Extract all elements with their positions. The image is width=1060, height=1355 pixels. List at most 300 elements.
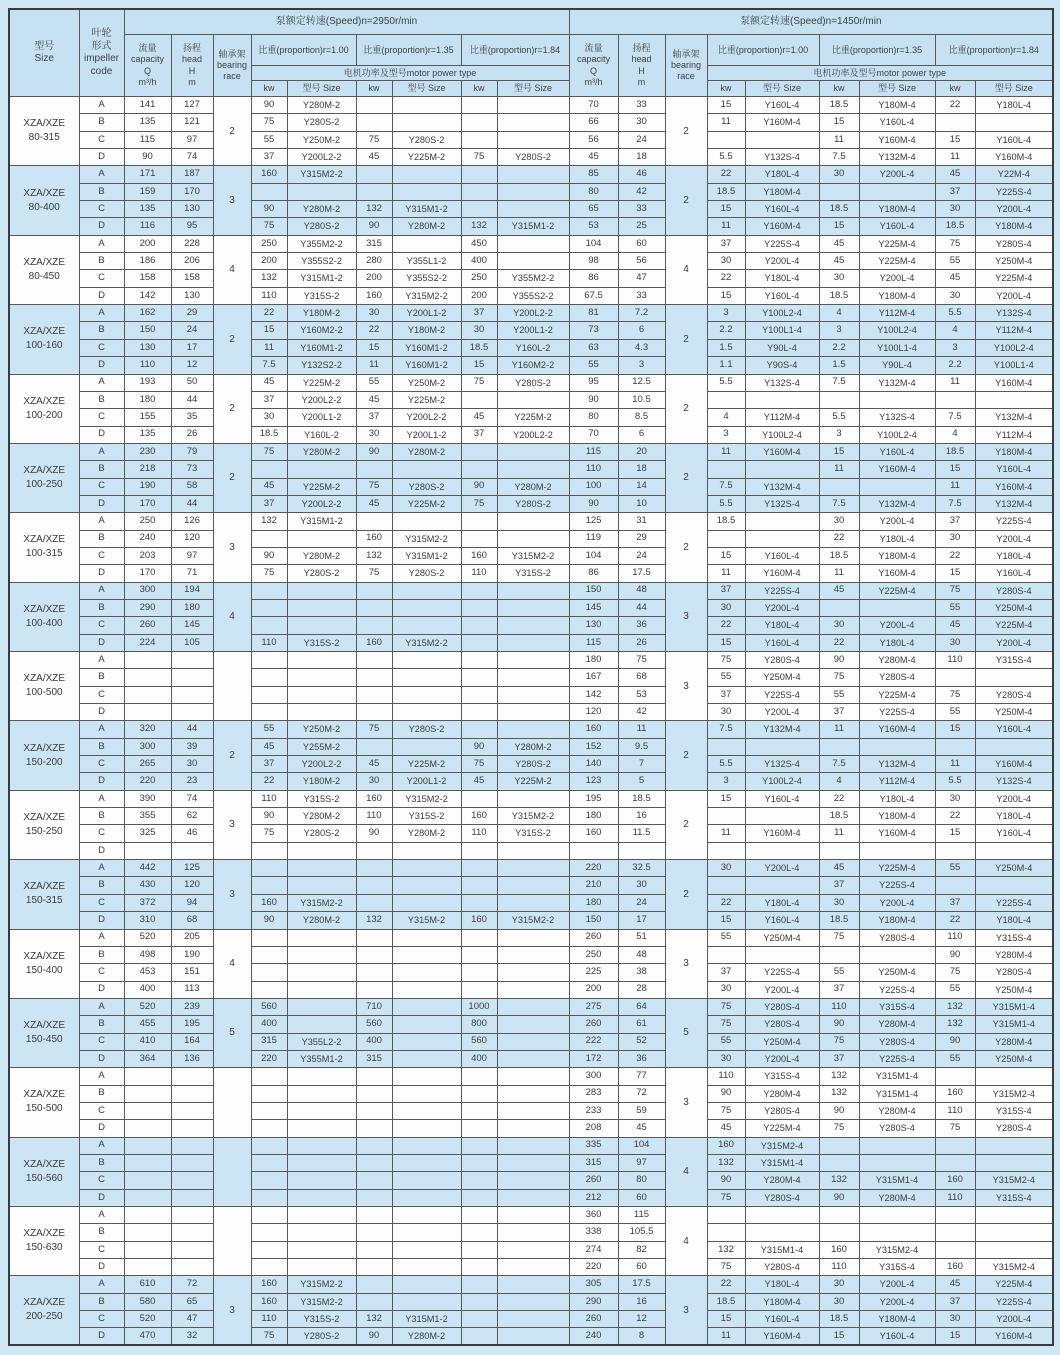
motor-model-value (392, 877, 461, 894)
head-value-1450: 64 (618, 998, 665, 1015)
impeller-code-cell: A (79, 721, 124, 738)
motor-model-value: Y355M2-2 (497, 270, 569, 287)
motor-kw-value (356, 599, 392, 616)
spec-row (9, 1276, 1053, 1293)
capacity-value-2950: 170 (124, 495, 171, 512)
motor-kw-value: 7.5 (935, 409, 975, 426)
motor-model-value (975, 1207, 1053, 1224)
motor-model-value (287, 998, 356, 1015)
motor-model-value: Y315S-4 (975, 929, 1053, 946)
motor-kw-value: 37 (935, 513, 975, 530)
motor-model-value: Y225S-4 (745, 964, 819, 981)
motor-kw-value: 160 (251, 894, 287, 911)
motor-model-value (975, 738, 1053, 755)
capacity-value-1450: 120 (569, 704, 618, 721)
motor-kw-value (356, 1172, 392, 1189)
motor-model-value: Y160L-4 (975, 825, 1053, 842)
motor-kw-value: 11 (819, 461, 859, 478)
capacity-value-1450: 208 (569, 1120, 618, 1137)
motor-kw-value (819, 1154, 859, 1171)
capacity-value-1450: 115 (569, 634, 618, 651)
pump-model: 80-400 (28, 201, 60, 213)
motor-kw-value: 90 (819, 1189, 859, 1206)
motor-kw-value: 11 (819, 565, 859, 582)
motor-model-value (497, 97, 569, 114)
motor-kw-value: 220 (251, 1050, 287, 1067)
head-value-1450: 24 (618, 547, 665, 564)
spec-row (9, 790, 1053, 807)
motor-model-value: Y160M-4 (745, 218, 819, 235)
motor-model-value (497, 1241, 569, 1258)
spec-row (9, 582, 1053, 599)
motor-kw-value (935, 1224, 975, 1241)
motor-kw-value (707, 738, 745, 755)
motor-model-value: Y225M-2 (392, 495, 461, 512)
motor-kw-value: 37 (707, 582, 745, 599)
motor-model-value: Y200L-4 (859, 1276, 935, 1293)
motor-kw-value: 2.2 (707, 322, 745, 339)
motor-model-value (497, 652, 569, 669)
motor-model-value (745, 530, 819, 547)
motor-kw-value: 30 (461, 322, 497, 339)
head-value-1450: 105.5 (618, 1224, 665, 1241)
capacity-value-2950: 250 (124, 513, 171, 530)
motor-kw-value: 30 (356, 426, 392, 443)
motor-kw-value: 30 (819, 1276, 859, 1293)
motor-model-value (392, 1154, 461, 1171)
pump-model-label (9, 235, 79, 304)
bearing-race-1450: 2 (665, 860, 707, 929)
motor-model-value (392, 1050, 461, 1067)
head-value-2950: 190 (171, 946, 213, 963)
impeller-code-cell: C (79, 339, 124, 356)
pump-model: 100-200 (25, 409, 63, 421)
head-value-2950 (171, 1224, 213, 1241)
motor-model-value: Y112M-4 (975, 322, 1053, 339)
motor-model-value: Y160M-4 (975, 374, 1053, 391)
motor-model-value: Y200L-4 (859, 270, 935, 287)
capacity-value-1450: 90 (569, 495, 618, 512)
motor-kw-value: 800 (461, 1016, 497, 1033)
motor-kw-value: 7.5 (819, 495, 859, 512)
motor-model-col-header: 型号 Size (975, 81, 1053, 97)
head-value-1450: 29 (618, 530, 665, 547)
motor-model-value: Y112M-4 (745, 409, 819, 426)
pump-series: XZA/XZE (23, 742, 66, 754)
motor-kw-value: 90 (356, 218, 392, 235)
motor-kw-value: 1.5 (819, 357, 859, 374)
motor-model-value (392, 1120, 461, 1137)
motor-model-value (497, 790, 569, 807)
impeller-code-cell: D (79, 1189, 124, 1206)
head-value-1450: 82 (618, 1241, 665, 1258)
motor-kw-value: 18.5 (819, 201, 859, 218)
motor-kw-value (707, 1207, 745, 1224)
motor-kw-value (935, 1154, 975, 1171)
capacity-value-1450: 210 (569, 877, 618, 894)
motor-kw-value: 132 (935, 998, 975, 1015)
bearing-race-2950: 3 (213, 166, 251, 235)
impeller-code-cell: B (79, 1293, 124, 1310)
bearing-race-1450: 2 (665, 790, 707, 859)
motor-kw-value (935, 738, 975, 755)
bearing-label-line: race (677, 71, 695, 82)
motor-kw-value: 90 (935, 946, 975, 963)
motor-model-value (497, 964, 569, 981)
motor-kw-value: 30 (819, 1293, 859, 1310)
head-value-1450: 28 (618, 981, 665, 998)
motor-model-value: Y280S-4 (859, 1033, 935, 1050)
motor-kw-value (461, 183, 497, 200)
motor-model-value: Y280S-4 (745, 1016, 819, 1033)
motor-kw-value: 30 (707, 599, 745, 616)
motor-model-value (392, 704, 461, 721)
spec-row (9, 704, 1053, 721)
motor-kw-value (356, 513, 392, 530)
motor-kw-value: 1000 (461, 998, 497, 1015)
spec-row (9, 426, 1053, 443)
pump-model-label (9, 1276, 79, 1345)
head-value-1450: 18 (618, 149, 665, 166)
motor-kw-value: 75 (707, 1102, 745, 1119)
motor-kw-value: 37 (461, 305, 497, 322)
motor-kw-value (461, 704, 497, 721)
motor-model-value: Y250M-4 (975, 1050, 1053, 1067)
motor-model-col-header: 型号 Size (859, 81, 935, 97)
motor-kw-value: 15 (819, 114, 859, 131)
impeller-code-cell: D (79, 773, 124, 790)
motor-model-value: Y280M-4 (975, 946, 1053, 963)
impeller-code-cell: D (79, 565, 124, 582)
motor-kw-value: 11 (707, 825, 745, 842)
capacity-label-line: Q (143, 65, 151, 76)
motor-model-value: Y280S-2 (497, 374, 569, 391)
motor-model-value: Y280S-2 (392, 721, 461, 738)
motor-kw-value: 15 (707, 1311, 745, 1328)
kw-col-header: kw (935, 81, 975, 97)
spec-row (9, 1311, 1053, 1328)
motor-model-value (287, 599, 356, 616)
motor-kw-value (461, 114, 497, 131)
head-value-1450: 8.5 (618, 409, 665, 426)
motor-model-value (392, 513, 461, 530)
motor-kw-value: 90 (251, 808, 287, 825)
motor-model-value (497, 1068, 569, 1085)
motor-model-value: Y132S-4 (745, 495, 819, 512)
motor-kw-value: 55 (356, 374, 392, 391)
head-value-1450: 25 (618, 218, 665, 235)
bearing-race-2950 (213, 1207, 251, 1276)
motor-kw-value: 7.5 (819, 374, 859, 391)
motor-kw-value: 55 (707, 1033, 745, 1050)
pump-series: XZA/XZE (23, 187, 66, 199)
motor-kw-value (461, 1328, 497, 1345)
capacity-value-2950 (124, 1154, 171, 1171)
motor-model-value: Y160M-4 (859, 565, 935, 582)
capacity-value-1450: 80 (569, 183, 618, 200)
pump-series: XZA/XZE (23, 326, 66, 338)
motor-kw-value (356, 964, 392, 981)
spec-row (9, 634, 1053, 651)
capacity-value-2950: 430 (124, 877, 171, 894)
motor-model-value (745, 808, 819, 825)
spec-row (9, 877, 1053, 894)
motor-kw-value: 7.5 (935, 495, 975, 512)
motor-model-value: Y280S-4 (745, 1189, 819, 1206)
motor-kw-value: 400 (461, 1050, 497, 1067)
motor-model-value: Y315M1-2 (392, 547, 461, 564)
motor-kw-value: 200 (356, 270, 392, 287)
motor-model-value: Y160M2-2 (497, 357, 569, 374)
motor-kw-value: 37 (251, 495, 287, 512)
motor-kw-value (935, 391, 975, 408)
capacity-value-1450: 55 (569, 357, 618, 374)
motor-kw-value: 160 (461, 808, 497, 825)
motor-kw-value: 160 (935, 1085, 975, 1102)
capacity-value-1450: 172 (569, 1050, 618, 1067)
motor-model-value (392, 183, 461, 200)
motor-model-value (287, 1137, 356, 1154)
impeller-code-cell: A (79, 790, 124, 807)
head-value-2950: 228 (171, 235, 213, 252)
motor-kw-value: 90 (819, 652, 859, 669)
motor-kw-value: 75 (461, 149, 497, 166)
motor-kw-value: 18.5 (707, 183, 745, 200)
head-value-1450: 61 (618, 1016, 665, 1033)
spec-row (9, 1120, 1053, 1137)
head-value-1450: 60 (618, 1189, 665, 1206)
motor-model-value: Y280M-2 (497, 478, 569, 495)
motor-kw-value (251, 1102, 287, 1119)
motor-kw-value: 11 (707, 565, 745, 582)
spec-row (9, 1068, 1053, 1085)
pump-model: 80-450 (28, 270, 60, 282)
motor-kw-value (356, 686, 392, 703)
motor-model-value (392, 929, 461, 946)
motor-kw-value: 132 (461, 218, 497, 235)
head-value-1450: 18 (618, 461, 665, 478)
motor-model-value: Y315M1-4 (859, 1172, 935, 1189)
motor-kw-value: 11 (707, 114, 745, 131)
impeller-label-line: code (90, 65, 113, 77)
capacity-value-2950: 224 (124, 634, 171, 651)
capacity-value-1450: 130 (569, 617, 618, 634)
motor-kw-value (461, 1276, 497, 1293)
motor-model-value (392, 235, 461, 252)
motor-kw-value (356, 1224, 392, 1241)
capacity-value-1450: 274 (569, 1241, 618, 1258)
bearing-race-1450: 4 (665, 1137, 707, 1206)
motor-kw-value (819, 391, 859, 408)
motor-model-value: Y160M1-2 (287, 339, 356, 356)
motor-model-value (859, 738, 935, 755)
head-value-1450: 38 (618, 964, 665, 981)
spec-row (9, 166, 1053, 183)
capacity-value-2950: 135 (124, 114, 171, 131)
pump-model-label (9, 929, 79, 998)
motor-kw-value: 75 (819, 1120, 859, 1137)
motor-kw-value (356, 617, 392, 634)
impeller-code-cell: B (79, 391, 124, 408)
motor-kw-value (356, 1085, 392, 1102)
motor-kw-value: 560 (251, 998, 287, 1015)
motor-kw-value: 560 (356, 1016, 392, 1033)
motor-kw-value: 560 (461, 1033, 497, 1050)
pump-model-label (9, 513, 79, 582)
capacity-value-2950: 610 (124, 1276, 171, 1293)
pump-model: 150-400 (25, 964, 63, 976)
head-value-1450: 60 (618, 1259, 665, 1276)
impeller-code-cell: B (79, 1016, 124, 1033)
motor-model-value: Y160L-4 (745, 201, 819, 218)
motor-model-value: Y180L-4 (745, 617, 819, 634)
capacity-value-1450: 315 (569, 1154, 618, 1171)
capacity-value-2950 (124, 652, 171, 669)
motor-kw-value: 7.5 (819, 756, 859, 773)
motor-model-value (975, 842, 1053, 859)
motor-kw-value (461, 946, 497, 963)
motor-model-value: Y180M-2 (287, 305, 356, 322)
pump-model-label (9, 790, 79, 859)
motor-model-value: Y100L2-4 (975, 339, 1053, 356)
motor-model-value: Y160M-4 (975, 149, 1053, 166)
capacity-value-2950 (124, 1120, 171, 1137)
capacity-value-1450: 100 (569, 478, 618, 495)
motor-model-value: Y180L-4 (975, 97, 1053, 114)
capacity-value-1450: 260 (569, 1172, 618, 1189)
motor-kw-value: 160 (251, 1276, 287, 1293)
motor-model-value (497, 1276, 569, 1293)
spec-row (9, 97, 1053, 114)
motor-kw-value: 30 (935, 1311, 975, 1328)
bearing-race-1450: 2 (665, 721, 707, 790)
kw-col-header: kw (251, 81, 287, 97)
head-value-1450: 30 (618, 877, 665, 894)
head-value-2950 (171, 1241, 213, 1258)
motor-model-value: Y200L-4 (745, 704, 819, 721)
motor-model-value (392, 1085, 461, 1102)
impeller-code-cell: D (79, 981, 124, 998)
motor-kw-value: 37 (251, 756, 287, 773)
motor-kw-value: 22 (935, 547, 975, 564)
bearing-race-1450: 3 (665, 652, 707, 721)
motor-model-value: Y180L-4 (859, 790, 935, 807)
motor-model-value: Y315S-2 (497, 565, 569, 582)
motor-kw-value: 11 (707, 218, 745, 235)
impeller-code-cell: B (79, 1154, 124, 1171)
motor-model-value: Y160L-4 (745, 547, 819, 564)
motor-kw-value (251, 1189, 287, 1206)
head-value-2950: 120 (171, 877, 213, 894)
head-value-2950: 79 (171, 443, 213, 460)
impeller-code-cell: A (79, 860, 124, 877)
capacity-value-1450: 167 (569, 669, 618, 686)
capacity-value-1450: 160 (569, 825, 618, 842)
motor-kw-value: 75 (935, 1120, 975, 1137)
motor-kw-value (935, 1241, 975, 1258)
motor-kw-value: 55 (819, 686, 859, 703)
motor-kw-value (461, 1311, 497, 1328)
motor-model-value (392, 964, 461, 981)
motor-kw-value: 22 (251, 773, 287, 790)
head-value-2950 (171, 669, 213, 686)
motor-kw-value (356, 183, 392, 200)
motor-model-value: Y200L-4 (975, 790, 1053, 807)
motor-model-value (392, 842, 461, 859)
capacity-value-2950: 290 (124, 599, 171, 616)
speed-banner-1450: 泵额定转速(Speed)n=1450r/min (569, 9, 1053, 35)
motor-model-value (392, 97, 461, 114)
capacity-value-2950: 135 (124, 426, 171, 443)
head-value-1450: 46 (618, 166, 665, 183)
motor-kw-value: 30 (707, 860, 745, 877)
motor-kw-value: 90 (251, 912, 287, 929)
motor-kw-value: 15 (935, 721, 975, 738)
motor-kw-value: 5.5 (707, 756, 745, 773)
head-value-2950: 32 (171, 1328, 213, 1345)
motor-model-value: Y160L-4 (745, 634, 819, 651)
motor-kw-value (356, 1207, 392, 1224)
motor-kw-value (461, 721, 497, 738)
motor-model-value (497, 1154, 569, 1171)
bearing-race-2950: 2 (213, 721, 251, 790)
motor-model-value: Y280S-2 (497, 495, 569, 512)
motor-kw-value (707, 461, 745, 478)
motor-kw-value (251, 1120, 287, 1137)
motor-model-value (392, 599, 461, 616)
col-header-prop184-right: 比重(proportion)r=1.84 (935, 35, 1053, 66)
head-value-2950: 194 (171, 582, 213, 599)
motor-kw-value: 110 (935, 1189, 975, 1206)
pump-model: 150-250 (25, 825, 63, 837)
motor-model-value (497, 461, 569, 478)
capacity-value-2950 (124, 1102, 171, 1119)
spec-row (9, 287, 1053, 304)
motor-kw-value: 75 (935, 964, 975, 981)
motor-model-value: Y132M-4 (745, 721, 819, 738)
motor-model-value (497, 894, 569, 911)
head-value-1450: 68 (618, 669, 665, 686)
motor-model-value (497, 235, 569, 252)
spec-row (9, 339, 1053, 356)
motor-kw-value: 110 (461, 825, 497, 842)
motor-model-value (287, 1189, 356, 1206)
motor-model-value: Y315M2-2 (497, 808, 569, 825)
motor-model-value (745, 391, 819, 408)
motor-kw-value (819, 183, 859, 200)
spec-row (9, 114, 1053, 131)
motor-kw-value: 75 (251, 825, 287, 842)
impeller-code-cell: B (79, 183, 124, 200)
motor-model-value: Y250M-4 (975, 860, 1053, 877)
motor-model-value: Y132M-4 (975, 409, 1053, 426)
motor-model-value: Y250M-4 (975, 981, 1053, 998)
motor-kw-value: 45 (251, 374, 287, 391)
col-header-head-left (171, 35, 213, 97)
motor-model-value: Y315S-2 (497, 825, 569, 842)
motor-kw-value (461, 652, 497, 669)
head-value-2950 (171, 704, 213, 721)
motor-model-value (497, 513, 569, 530)
motor-model-value (497, 877, 569, 894)
motor-model-value: Y250M-4 (975, 704, 1053, 721)
motor-model-value (287, 860, 356, 877)
motor-kw-value: 90 (819, 1102, 859, 1119)
capacity-value-2950: 325 (124, 825, 171, 842)
head-value-1450: 60 (618, 235, 665, 252)
motor-model-value: Y200L-4 (745, 860, 819, 877)
capacity-value-1450: 290 (569, 1293, 618, 1310)
